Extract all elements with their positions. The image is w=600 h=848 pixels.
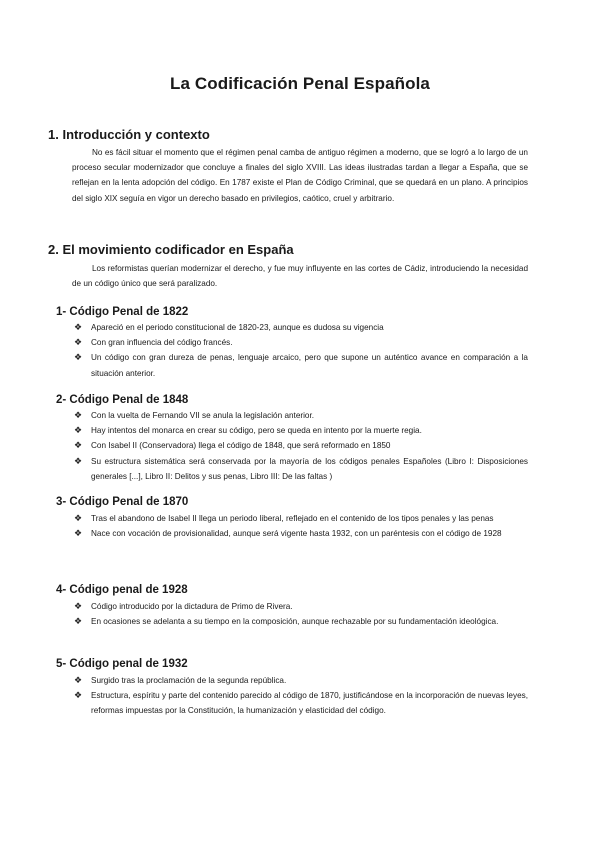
document-title: La Codificación Penal Española (170, 74, 430, 93)
diamond-bullet-icon: ❖ (74, 616, 83, 627)
diamond-bullet-icon: ❖ (74, 352, 83, 363)
diamond-bullet-icon: ❖ (74, 410, 83, 420)
list-item: ❖ Con la vuelta de Fernando VII se anula la legislación anterior. (74, 408, 528, 423)
code-heading-1928: 4- Código penal de 1928 (56, 584, 188, 596)
code-heading-1932: 5- Código penal de 1932 (56, 658, 188, 670)
diamond-bullet-icon: ❖ (74, 455, 83, 466)
diamond-bullet-icon: ❖ (74, 322, 83, 332)
section-heading-movimiento: 2. El movimiento codificador en España (48, 242, 294, 257)
diamond-bullet-icon: ❖ (74, 528, 83, 539)
code-heading-1870: 3- Código Penal de 1870 (56, 496, 189, 508)
diamond-bullet-icon: ❖ (74, 425, 83, 436)
diamond-bullet-icon: ❖ (74, 690, 83, 701)
code-list-1928 (74, 599, 528, 629)
code-list-1822 (74, 320, 528, 381)
diamond-bullet-icon: ❖ (74, 675, 83, 685)
list-item: ❖ Un código con gran dureza de penas, lenguaje arcaico, pero que supone un auténtico avance en comparación a la situación anterior. (74, 352, 528, 378)
code-list-1932 (74, 673, 528, 719)
diamond-bullet-icon: ❖ (74, 513, 83, 523)
list-item: ❖ Su estructura sistemática será conservada por la mayoría de los códigos penales Españoles (Libro I: Disposiciones generales [...], Libro II: Delitos y sus penas, Libro III: De las faltas ) (74, 455, 528, 481)
diamond-bullet-icon: ❖ (74, 601, 83, 611)
code-heading-1822: 1- Código Penal de 1822 (56, 306, 189, 318)
list-item: ❖ Hay intentos del monarca en crear su código, pero se queda en intento por la muerte regia. (74, 423, 528, 438)
code-list-1870 (74, 511, 528, 541)
list-item: ❖ Con Isabel II (Conservadora) llega el código de 1848, que será reformado en 1850 (74, 438, 528, 453)
section-paragraph-movimiento: Los reformistas querían modernizar el derecho, y fue muy influyente en las cortes de Cádiz, introduciendo la necesidad de un código único que será paralizado. (72, 264, 528, 289)
diamond-bullet-icon: ❖ (74, 337, 83, 348)
list-item: ❖ Apareció en el periodo constitucional de 1820-23, aunque es dudosa su vigencia (74, 320, 528, 335)
list-item: ❖ Estructura, espíritu y parte del contenido parecido al código de 1870, justificándose en la incorporación de nuevas leyes, reformas impuestas por la Constitución, la humanización y elasticidad del código. (74, 690, 528, 716)
list-item: ❖ En ocasiones se adelanta a su tiempo en la composición, aunque rechazable por su fundamentación ideológica. (74, 614, 528, 629)
section-heading-introduccion: 1. Introducción y contexto (48, 127, 210, 142)
code-list-1848 (74, 408, 528, 484)
list-item: ❖ Tras el abandono de Isabel II llega un periodo liberal, reflejado en el contenido de los tipos penales y las penas (74, 511, 528, 526)
list-item: ❖ Nace con vocación de provisionalidad, aunque será vigente hasta 1932, con un paréntesis con el código de 1928 (74, 526, 528, 541)
list-item: ❖ Surgido tras la proclamación de la segunda república. (74, 673, 528, 688)
diamond-bullet-icon: ❖ (74, 440, 83, 451)
list-item: ❖ Con gran influencia del código francés. (74, 335, 528, 350)
list-item: ❖ Código introducido por la dictadura de Primo de Rivera. (74, 599, 528, 614)
code-heading-1848: 2- Código Penal de 1848 (56, 394, 189, 406)
section-paragraph-introduccion: No es fácil situar el momento que el régimen penal camba de antiguo régimen a moderno, que se logró a lo largo de un proceso secular modernizador que concluye a finales del siglo XVIII. Las ideas ilustradas tardan a llegar a España, que se reflejan en la lenta adopción del código. En 1787 existe el Plan de Código Criminal, que se quedará en un plano. A principios del siglo XIX seguía en vigor un derecho basado en privilegios, caótico, cruel y arbitrario. (72, 148, 528, 203)
